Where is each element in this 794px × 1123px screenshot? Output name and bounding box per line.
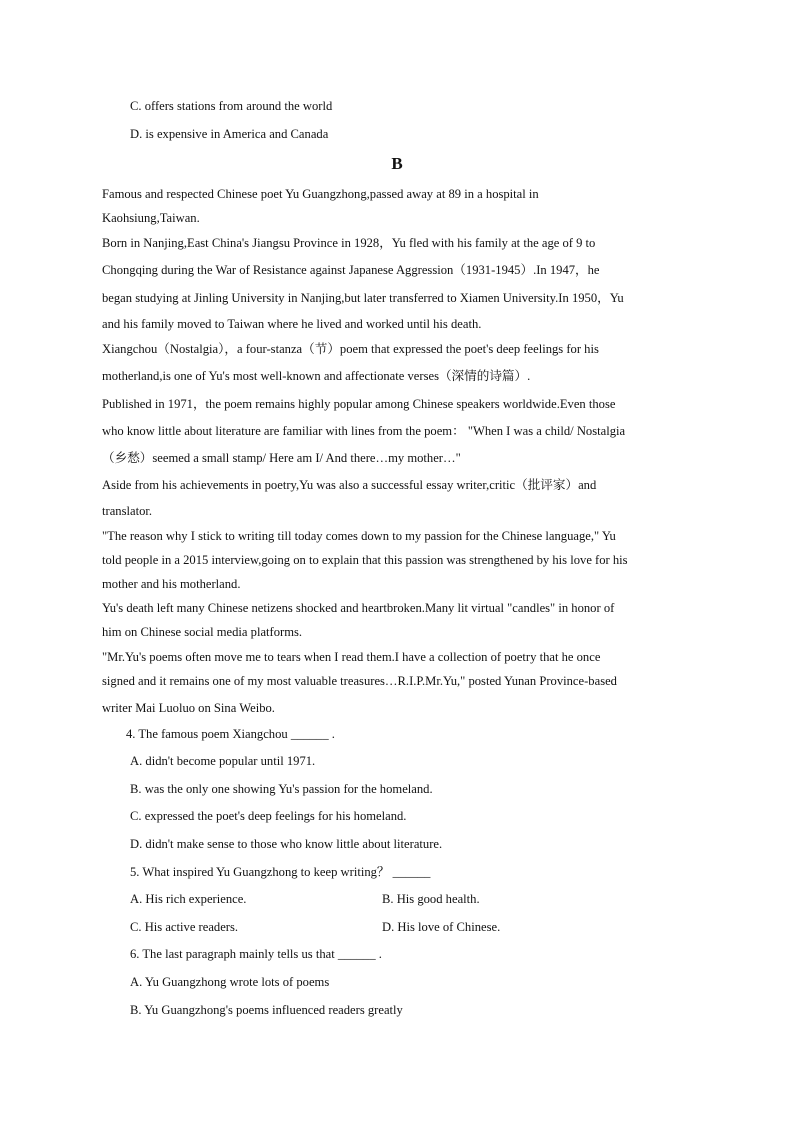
option-c[interactable]: C. expressed the poet's deep feelings for his homeland. bbox=[130, 809, 407, 823]
question-stem: 5. What inspired Yu Guangzhong to keep writing？ ______ bbox=[130, 865, 431, 879]
passage-line: him on Chinese social media platforms. bbox=[102, 625, 303, 639]
passage-line: Xiangchou（Nostalgia），a four-stanza（节）poem that expressed the poet's deep feelings for his bbox=[102, 342, 599, 356]
question-stem: 6. The last paragraph mainly tells us that ______ . bbox=[130, 947, 382, 961]
option-b[interactable]: B. was the only one showing Yu's passion for the homeland. bbox=[130, 782, 433, 796]
option-a[interactable]: A. Yu Guangzhong wrote lots of poems bbox=[130, 975, 330, 989]
passage-line: "The reason why I stick to writing till today comes down to my passion for the Chinese language," Yu bbox=[102, 529, 616, 543]
question-stem: 4. The famous poem Xiangchou ______ . bbox=[126, 727, 335, 741]
passage-line: Yu's death left many Chinese netizens shocked and heartbroken.Many lit virtual "candles" in honor of bbox=[102, 601, 615, 615]
prev-option-c: C. offers stations from around the world bbox=[130, 99, 333, 113]
option-d[interactable]: D. didn't make sense to those who know little about literature. bbox=[130, 837, 443, 851]
passage-line: writer Mai Luoluo on Sina Weibo. bbox=[102, 701, 275, 715]
passage-line: Kaohsiung,Taiwan. bbox=[102, 211, 200, 225]
option-a[interactable]: A. His rich experience. bbox=[130, 892, 247, 906]
passage-line: signed and it remains one of my most valuable treasures…R.I.P.Mr.Yu," posted Yunan Province-based bbox=[102, 674, 617, 688]
passage-line: Chongqing during the War of Resistance against Japanese Aggression（1931-1945）.In 1947，he bbox=[102, 263, 600, 277]
passage-line: mother and his motherland. bbox=[102, 577, 241, 591]
passage-line: began studying at Jinling University in Nanjing,but later transferred to Xiamen University.In 1950，Yu bbox=[102, 291, 624, 305]
prev-option-d: D. is expensive in America and Canada bbox=[130, 127, 329, 141]
passage-line: Born in Nanjing,East China's Jiangsu Province in 1928，Yu fled with his family at the age of 9 to bbox=[102, 236, 596, 250]
passage-line: Aside from his achievements in poetry,Yu was also a successful essay writer,critic（批评家）and bbox=[102, 478, 597, 492]
option-b[interactable]: B. Yu Guangzhong's poems influenced readers greatly bbox=[130, 1003, 403, 1017]
section-heading: B bbox=[391, 154, 403, 173]
option-d[interactable]: D. His love of Chinese. bbox=[382, 920, 501, 934]
option-b[interactable]: B. His good health. bbox=[382, 892, 480, 906]
passage-line: "Mr.Yu's poems often move me to tears when I read them.I have a collection of poetry that he once bbox=[102, 650, 601, 664]
passage-line: told people in a 2015 interview,going on to explain that this passion was strengthened by his love for his bbox=[102, 553, 628, 567]
passage-line: and his family moved to Taiwan where he lived and worked until his death. bbox=[102, 317, 482, 331]
option-c[interactable]: C. His active readers. bbox=[130, 920, 239, 934]
option-a[interactable]: A. didn't become popular until 1971. bbox=[130, 754, 316, 768]
passage-line: motherland,is one of Yu's most well-known and affectionate verses（深情的诗篇）. bbox=[102, 369, 531, 383]
passage-line: Published in 1971，the poem remains highly popular among Chinese speakers worldwide.Even those bbox=[102, 397, 616, 411]
passage-line: who know little about literature are familiar with lines from the poem： "When I was a child/ Nostalgia bbox=[102, 424, 626, 438]
passage-line: translator. bbox=[102, 504, 153, 518]
passage-line: Famous and respected Chinese poet Yu Guangzhong,passed away at 89 in a hospital in bbox=[102, 187, 539, 201]
passage-line: （乡愁）seemed a small stamp/ Here am I/ And there…my mother…" bbox=[102, 451, 461, 465]
